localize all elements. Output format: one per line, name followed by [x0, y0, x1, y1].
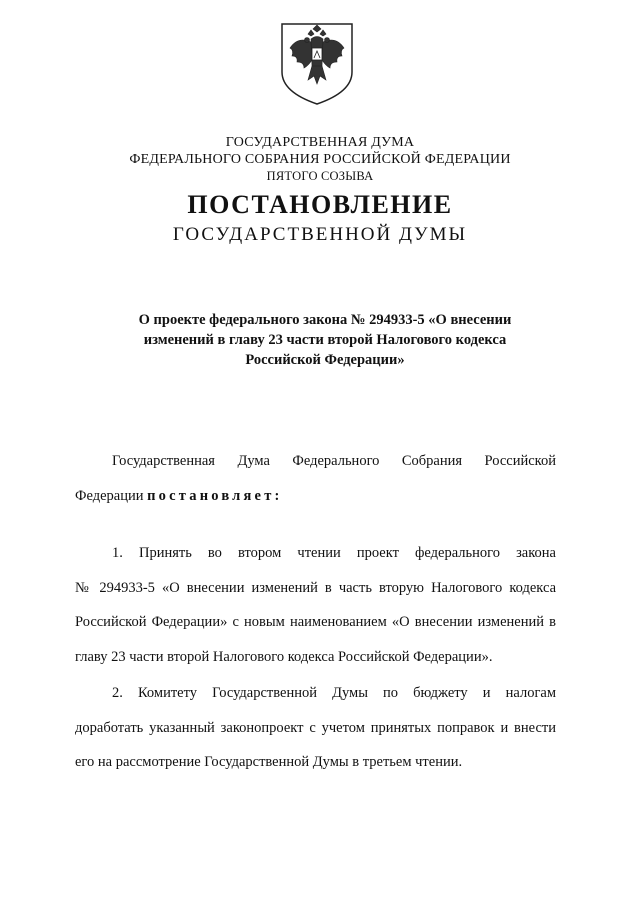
preamble-prefix: Федерации — [75, 487, 144, 504]
preamble-paragraph — [75, 444, 556, 513]
resolution-item-2 — [75, 676, 556, 780]
paragraph-line: Государственная Дума Федерального Собрания Российской — [112, 453, 556, 469]
paragraph-line — [75, 479, 556, 514]
subject-line: О проекте федерального закона № 294933-5 «О внесении — [138, 312, 512, 328]
paragraph-line: доработать указанный законопроект с учетом принятых поправок и внести — [75, 719, 556, 736]
document-subject — [80, 310, 570, 370]
subject-line: Российской Федерации» — [245, 352, 405, 368]
document-title: ПОСТАНОВЛЕНИЕ — [187, 190, 453, 219]
paragraph-line: № 294933-5 «О внесении изменений в часть вторую Налогового кодекса — [75, 579, 556, 596]
subject-line: изменений в главу 23 части второй Налогового кодекса — [143, 332, 507, 348]
header-line-assembly: ФЕДЕРАЛЬНОГО СОБРАНИЯ РОССИЙСКОЙ ФЕДЕРАЦИИ — [129, 152, 511, 167]
resolves-keyword: постановляет: — [147, 487, 283, 504]
header-line-convocation: ПЯТОГО СОЗЫВА — [266, 169, 374, 183]
paragraph-line: Российской Федерации» с новым наименованием «О внесении изменений в — [75, 614, 556, 630]
coat-of-arms-icon — [278, 22, 356, 106]
resolution-item-1 — [75, 536, 556, 674]
paragraph-line: главу 23 части второй Налогового кодекса Российской Федерации». — [75, 648, 493, 665]
document-subtitle: ГОСУДАРСТВЕННОЙ ДУМЫ — [172, 224, 468, 245]
paragraph-line: его на рассмотрение Государственной Думы в третьем чтении. — [75, 754, 463, 770]
paragraph-line: 2. Комитету Государственной Думы по бюджету и налогам — [112, 685, 556, 701]
header-line-duma: ГОСУДАРСТВЕННАЯ ДУМА — [225, 135, 415, 150]
paragraph-line: 1. Принять во втором чтении проект федерального закона — [112, 545, 556, 561]
